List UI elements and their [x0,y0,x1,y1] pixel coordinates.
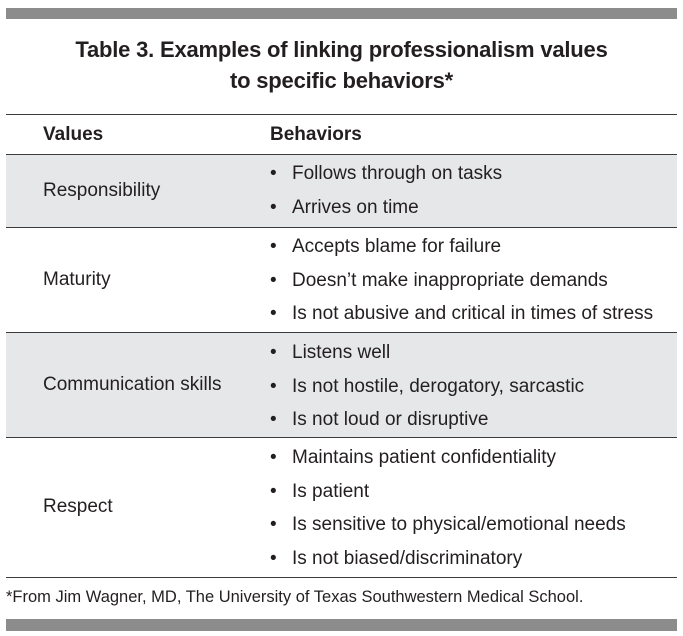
behavior-item: • Doesn’t make inappropriate demands [270,264,653,298]
behavior-list [270,157,502,224]
bullet-icon: • [270,269,277,291]
bullet-icon: • [270,547,277,569]
table-row-communication-skills [6,333,677,437]
behavior-item: • Accepts blame for failure [270,230,653,264]
value-cell: Responsibility [43,180,161,201]
bullet-icon: • [270,303,277,324]
bottom-border-bar [6,619,677,631]
table-row-responsibility [6,155,677,227]
behavior-list [270,230,653,331]
behavior-item: • Is not loud or disruptive [270,403,584,437]
bullet-icon: • [270,480,277,502]
behavior-item: • Is not abusive and critical in times of stress [270,297,653,331]
bullet-icon: • [270,409,277,430]
bullet-icon: • [270,236,277,257]
table-title-line-1: Table 3. Examples of linking professionalism values [75,37,608,62]
table-title [6,34,677,96]
behavior-item: • Listens well [270,336,584,370]
behavior-item: • Arrives on time [270,191,502,225]
top-border-bar [6,8,677,19]
behavior-list [270,441,626,575]
value-cell: Communication skills [43,374,222,395]
behavior-item: • Is patient [270,475,626,509]
table-row-respect [6,438,677,576]
table-title-line-2: to specific behaviors* [229,68,453,93]
header-top-rule [6,114,677,115]
column-header-values: Values [43,124,104,145]
column-header-behaviors: Behaviors [270,124,362,145]
behavior-list [270,336,584,437]
behavior-item: • Is not biased/discriminatory [270,542,626,576]
behavior-item: • Maintains patient confidentiality [270,441,626,475]
bullet-icon: • [270,196,277,218]
behavior-item: • Is not hostile, derogatory, sarcastic [270,370,584,404]
table-row-maturity [6,228,677,332]
value-cell: Respect [43,496,113,517]
bullet-icon: • [270,163,277,184]
behavior-item: • Is sensitive to physical/emotional needs [270,508,626,542]
footnote: *From Jim Wagner, MD, The University of Texas Southwestern Medical School. [6,588,584,606]
bullet-icon: • [270,342,277,363]
bullet-icon: • [270,375,277,397]
behavior-item: • Follows through on tasks [270,157,502,191]
bullet-icon: • [270,514,277,535]
value-cell: Maturity [43,269,111,290]
bullet-icon: • [270,447,277,468]
table-bottom-rule [6,577,677,578]
